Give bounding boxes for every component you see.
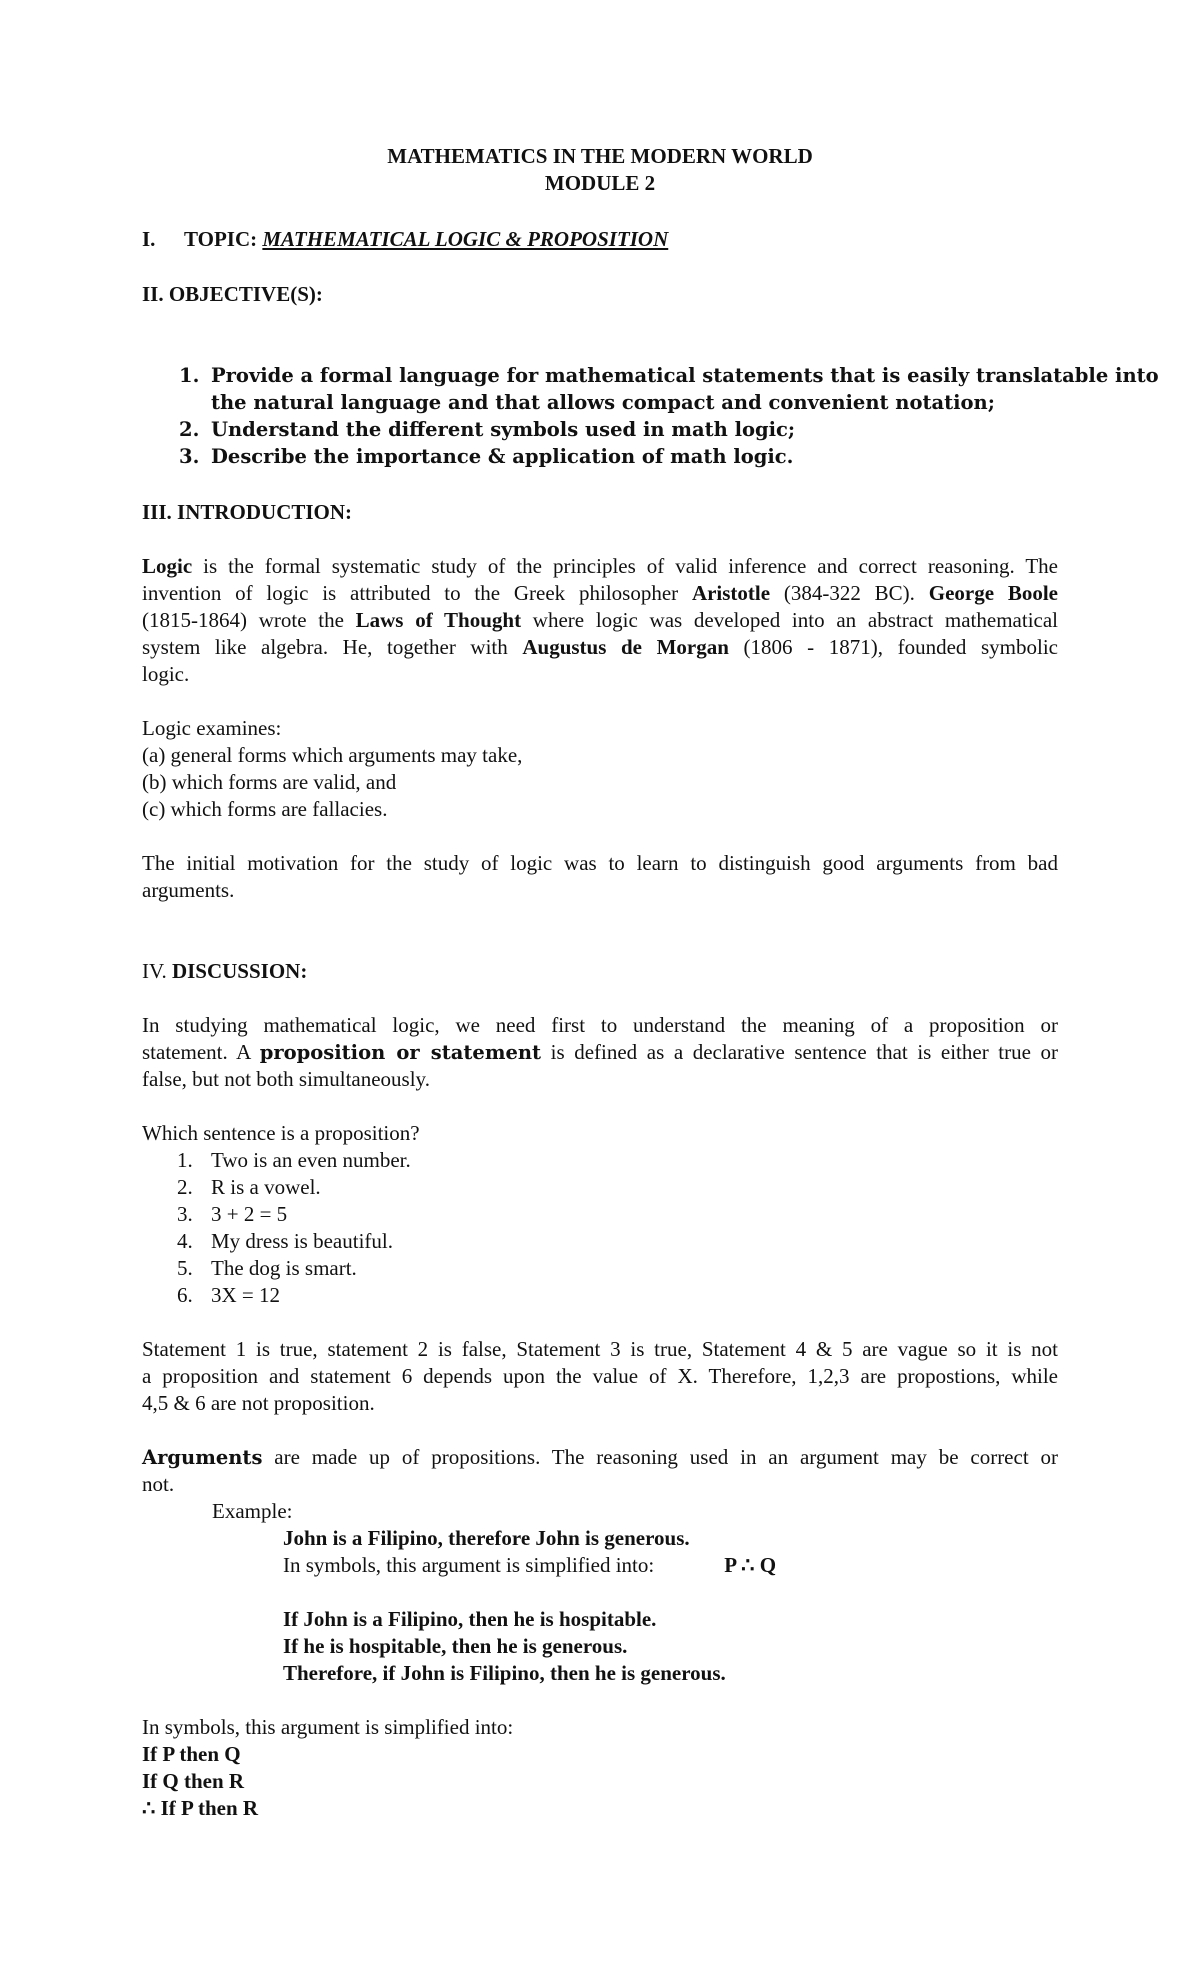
topic-line	[142, 226, 668, 253]
introduction-heading: III. INTRODUCTION:	[142, 500, 353, 524]
objectives-heading: II. OBJECTIVE(S):	[142, 282, 323, 306]
examines-item: (b) which forms are valid, and	[142, 770, 397, 794]
intro-paragraph-line: system like algebra. He, together with Augustus de Morgan (1806 - 1871), founded symbolic	[142, 635, 1058, 659]
objective-item: 2. Understand the different symbols used in math logic;	[179, 418, 796, 441]
example-label: Example:	[212, 1499, 293, 1523]
objective-item-continuation: the natural language and that allows compact and convenient notation;	[211, 391, 995, 414]
discussion-paragraph-line: In studying mathematical logic, we need first to understand the meaning of a proposition or	[142, 1013, 1058, 1037]
example-argument: If he is hospitable, then he is generous.	[283, 1634, 628, 1658]
discussion-paragraph-line: false, but not both simultaneously.	[142, 1067, 430, 1091]
symbols-intro: In symbols, this argument is simplified into:	[142, 1715, 514, 1739]
intro-motivation-line: arguments.	[142, 878, 235, 902]
logic-examines-label: Logic examines:	[142, 716, 282, 740]
module-label: MODULE 2	[544, 171, 656, 195]
example-argument: Therefore, if John is Filipino, then he is generous.	[283, 1661, 726, 1685]
discussion-heading: IV. DISCUSSION:	[142, 959, 308, 983]
intro-paragraph-line: invention of logic is attributed to the Greek philosopher Aristotle (384-322 BC). George Boole	[142, 581, 1058, 605]
topic-label: TOPIC:	[184, 227, 258, 251]
arguments-line: not.	[142, 1472, 175, 1496]
proposition-question: Which sentence is a proposition?	[142, 1121, 420, 1145]
sentence-item: 5. The dog is smart.	[177, 1256, 357, 1280]
symbolic-line: If Q then R	[142, 1769, 245, 1793]
topic-numeral: I.	[142, 227, 156, 251]
statement-analysis-line: a proposition and statement 6 depends upon the value of X. Therefore, 1,2,3 are propostions, while	[142, 1364, 1058, 1388]
document-title: MATHEMATICS IN THE MODERN WORLD	[387, 144, 813, 168]
topic-value: MATHEMATICAL LOGIC & PROPOSITION	[262, 227, 669, 251]
intro-paragraph-line: (1815-1864) wrote the Laws of Thought where logic was developed into an abstract mathematical	[142, 608, 1059, 632]
example-argument: John is a Filipino, therefore John is generous.	[283, 1526, 690, 1550]
intro-motivation-line: The initial motivation for the study of logic was to learn to distinguish good arguments from bad	[142, 851, 1058, 875]
sentence-item: 2. R is a vowel.	[177, 1175, 321, 1199]
example-argument: If John is a Filipino, then he is hospitable.	[283, 1607, 657, 1631]
symbolic-form: P ∴ Q	[724, 1553, 777, 1577]
intro-paragraph-line: Logic is the formal systematic study of the principles of valid inference and correct reasoning. The	[142, 554, 1058, 578]
statement-analysis-line: 4,5 & 6 are not proposition.	[142, 1391, 375, 1415]
sentence-item: 4. My dress is beautiful.	[177, 1229, 393, 1253]
examines-item: (c) which forms are fallacies.	[142, 797, 388, 821]
objective-item: 3. Describe the importance & application of math logic.	[179, 445, 794, 468]
symbolic-line: If P then Q	[142, 1742, 241, 1766]
sentence-item: 6. 3X = 12	[177, 1283, 281, 1307]
sentence-item: 1. Two is an even number.	[177, 1148, 411, 1172]
intro-paragraph-line: logic.	[142, 662, 190, 686]
discussion-paragraph-line: statement. A proposition or statement is defined as a declarative sentence that is either true or	[142, 1040, 1058, 1064]
statement-analysis-line: Statement 1 is true, statement 2 is false, Statement 3 is true, Statement 4 & 5 are vague so it is not	[142, 1337, 1058, 1361]
arguments-line: Arguments are made up of propositions. The reasoning used in an argument may be correct or	[142, 1445, 1058, 1469]
objective-item: 1. Provide a formal language for mathematical statements that is easily translatable into	[179, 364, 1159, 387]
examines-item: (a) general forms which arguments may take,	[142, 743, 523, 767]
sentence-item: 3. 3 + 2 = 5	[177, 1202, 288, 1226]
symbolic-line: ∴ If P then R	[142, 1796, 259, 1820]
symbols-intro: In symbols, this argument is simplified into: P ∴ Q	[283, 1553, 777, 1577]
